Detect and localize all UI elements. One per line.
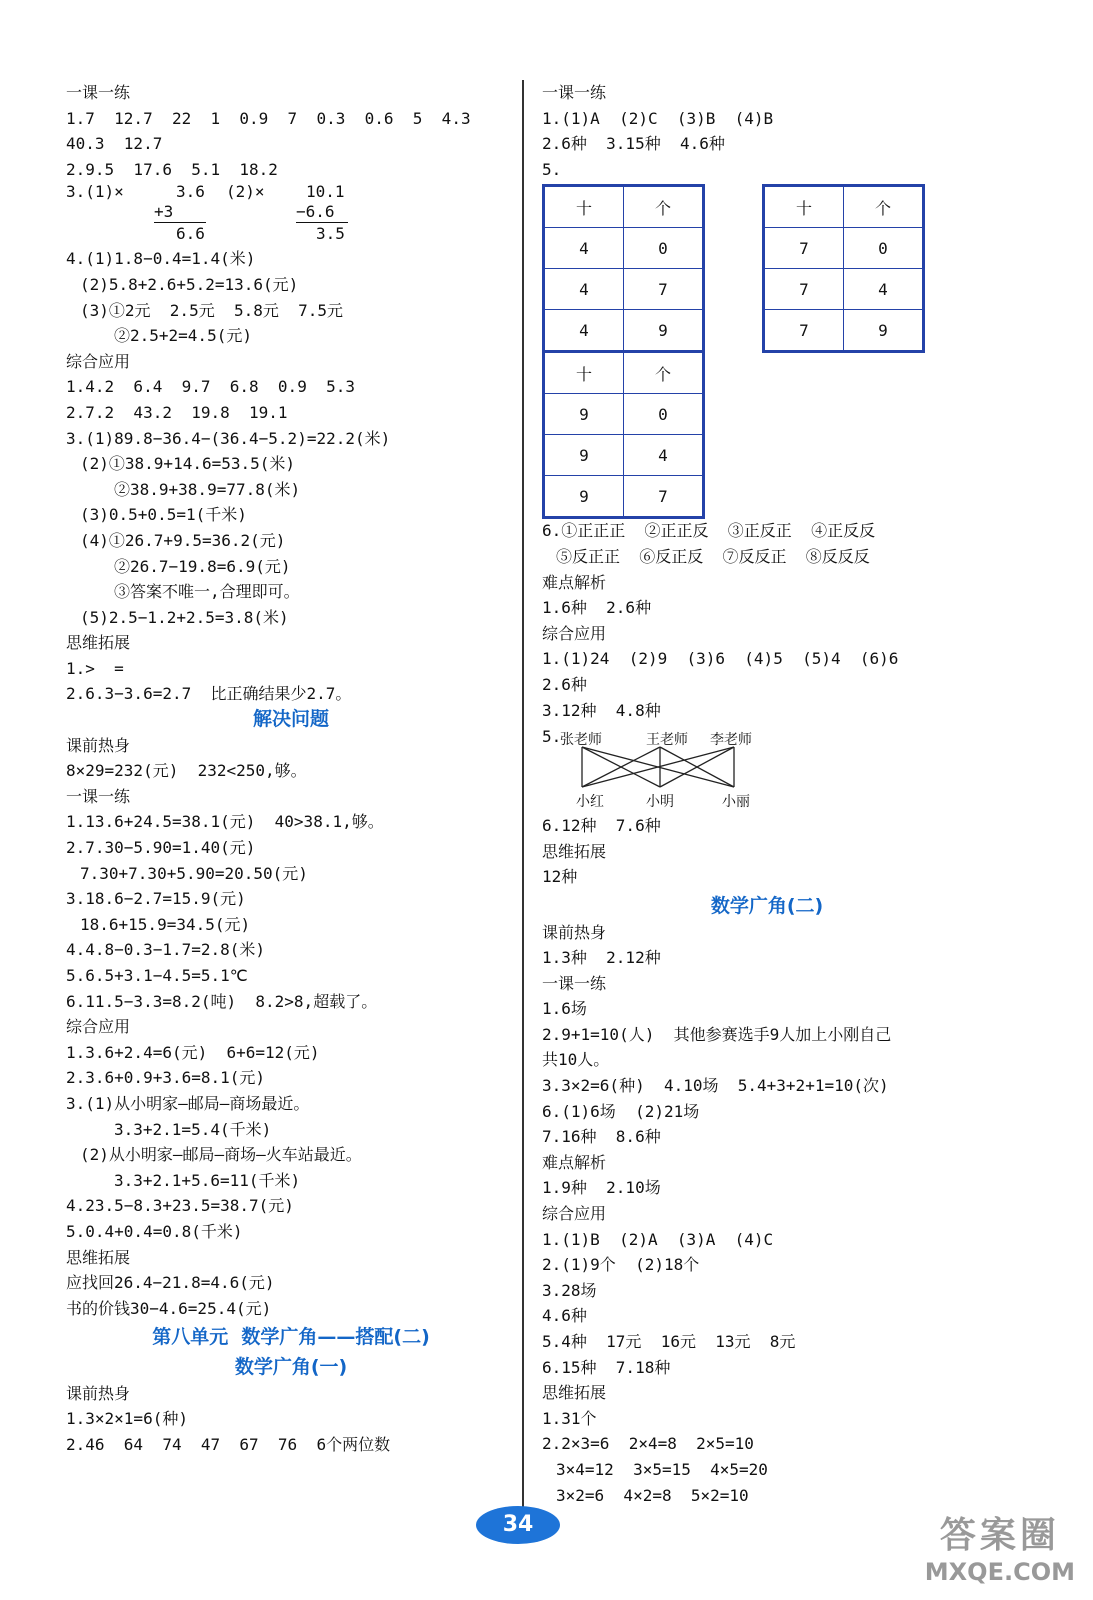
answer-line: (4)①26.7+9.5=36.2(元) (80, 530, 286, 550)
answer-line: 3.3+2.1+5.6=11(千米) (114, 1170, 301, 1190)
answer-line: 1.9种 2.10场 (542, 1178, 661, 1198)
header-tens: 十 (544, 186, 624, 228)
answer-line: 5.4种 17元 16元 13元 8元 (542, 1332, 796, 1351)
cell: 0 (624, 228, 704, 269)
answer-line: 2.46 64 74 47 67 76 6个两位数 (66, 1434, 391, 1454)
answer-line: 2.(1)9个 (2)18个 (542, 1255, 700, 1275)
section-heading: 数学广角(一) (234, 1355, 348, 1378)
answer-line: 1.(1)24 (2)9 (3)6 (4)5 (5)4 (6)6 (542, 649, 899, 669)
answer-line: ②26.7−19.8=6.9(元) (114, 556, 291, 576)
answer-line: 40.3 12.7 (66, 134, 163, 154)
student-label: 小红 (576, 794, 604, 811)
answer-line: 5. (542, 159, 562, 179)
watermark-url: MXQE.COM (924, 1558, 1075, 1586)
answer-line: 2.7.2 43.2 19.8 19.1 (66, 402, 288, 422)
answer-line: 2.6种 3.15种 4.6种 (542, 134, 725, 154)
calc-a-top: 3.6 (176, 182, 205, 202)
section-label: 难点解析 (542, 1152, 607, 1172)
answer-line: 6.12种 7.6种 (542, 816, 661, 836)
answer-line: 3.3+2.1=5.4(千米) (114, 1119, 272, 1139)
cell: 9 (544, 394, 624, 435)
calc-prefix: 3.(1)× (66, 182, 124, 202)
calc-b-result: 3.5 (316, 224, 345, 244)
section-heading: 数学广角(二) (710, 894, 824, 917)
answer-line: 3.18.6−2.7=15.9(元) (66, 889, 246, 909)
answer-line: 7.16种 8.6种 (542, 1127, 661, 1147)
answer-line: 8×29=232(元) 232<250,够。 (66, 761, 307, 781)
section-label: 思维拓展 (66, 1247, 131, 1267)
answer-line: 2.9.5 17.6 5.1 18.2 (66, 159, 278, 179)
cell: 4 (544, 310, 624, 352)
header-ones: 个 (624, 186, 704, 228)
answer-line: (2)5.8+2.6+5.2=13.6(元) (80, 274, 299, 294)
student-label: 小丽 (722, 794, 750, 811)
cell: 9 (544, 476, 624, 518)
answer-line: 6.15种 7.18种 (542, 1357, 671, 1377)
answer-line: 2.6种 (542, 674, 587, 694)
answer-line: 2.6.3−3.6=2.7 比正确结果少2.7。 (66, 684, 352, 704)
answer-line: 2.7.30−5.90=1.40(元) (66, 838, 256, 858)
answer-line: (5)2.5−1.2+2.5=3.8(米) (80, 607, 289, 627)
calc-a-result: 6.6 (176, 224, 205, 244)
vertical-calculation (66, 182, 516, 246)
answer-line: 1.3.6+2.4=6(元) 6+6=12(元) (66, 1042, 320, 1062)
answer-line: 1.6场 (542, 999, 587, 1019)
answer-line: 2.3.6+0.9+3.6=8.1(元) (66, 1068, 266, 1088)
cell: 7 (624, 269, 704, 310)
column-divider (522, 80, 524, 1510)
answer-line: (2)从小明家—邮局—商场—火车站最近。 (80, 1145, 362, 1165)
place-value-table (542, 184, 705, 353)
page-number-badge (476, 1506, 560, 1544)
calc-b-top: 10.1 (306, 182, 345, 202)
section-label: 综合应用 (542, 623, 607, 643)
answer-line: 1.7 12.7 22 1 0.9 7 0.3 0.6 5 4.3 (66, 108, 471, 128)
watermark-logo-text: 答案圈 (939, 1515, 1060, 1556)
answer-line: 3×2=6 4×2=8 5×2=10 (556, 1485, 749, 1505)
answer-line: ②38.9+38.9=77.8(米) (114, 479, 301, 499)
answer-line: 3.28场 (542, 1280, 597, 1300)
answer-line: (2)①38.9+14.6=53.5(米) (80, 454, 296, 474)
section-label: 一课一练 (542, 83, 607, 102)
answer-line: 1.(1)A (2)C (3)B (4)B (542, 108, 774, 128)
header-ones: 个 (624, 352, 704, 394)
answer-line: 4.6种 (542, 1306, 587, 1326)
answer-line: 1.(1)B (2)A (3)A (4)C (542, 1229, 774, 1249)
teacher-label: 王老师 (646, 732, 688, 749)
section-label: 一课一练 (542, 973, 607, 993)
answer-line: 6.11.5−3.3=8.2(吨) 8.2>8,超载了。 (66, 991, 378, 1011)
calc-b-rule (296, 222, 348, 223)
calc-a-rule (154, 222, 206, 223)
answer-line: 3.(1)从小明家—邮局—商场最近。 (66, 1093, 310, 1113)
section-label: 一课一练 (66, 83, 131, 102)
answer-line: (3)①2元 2.5元 5.8元 7.5元 (80, 300, 344, 320)
watermark (925, 1507, 1075, 1586)
section-label: 课前热身 (542, 922, 607, 942)
section-label: 思维拓展 (542, 841, 607, 861)
cell: 4 (544, 228, 624, 269)
answer-line: 1.3种 2.12种 (542, 948, 661, 968)
answer-line: 共10人。 (542, 1050, 610, 1070)
answer-line: 1.4.2 6.4 9.7 6.8 0.9 5.3 (66, 377, 355, 397)
answer-line: 3×4=12 3×5=15 4×5=20 (556, 1459, 768, 1479)
answer-line: 4.4.8−0.3−1.7=2.8(米) (66, 940, 266, 960)
answer-line: ⑤反正正 ⑥反正反 ⑦反反正 ⑧反反反 (556, 546, 870, 566)
cell: 9 (544, 435, 624, 476)
answer-line: 6.(1)6场 (2)21场 (542, 1101, 700, 1121)
answer-line: 1.3×2×1=6(种) (66, 1409, 188, 1429)
answer-line: 1.13.6+24.5=38.1(元) 40>38.1,够。 (66, 812, 384, 832)
section-label: 课前热身 (66, 735, 131, 755)
cell: 7 (764, 310, 844, 352)
calc-a-mid: +3 (154, 202, 174, 222)
cell: 7 (624, 476, 704, 518)
answer-line: 3.(1)89.8−36.4−(36.4−5.2)=22.2(米) (66, 428, 391, 448)
header-tens: 十 (544, 352, 624, 394)
teacher-label: 李老师 (710, 732, 752, 749)
section-label: 难点解析 (542, 572, 607, 592)
section-label: 综合应用 (66, 351, 131, 371)
place-value-table (762, 184, 925, 353)
cell: 4 (544, 269, 624, 310)
calc-b-mid: −6.6 (296, 202, 335, 222)
answer-line: 18.6+15.9=34.5(元) (80, 914, 251, 934)
answer-line: 书的价钱30−4.6=25.4(元) (66, 1298, 272, 1318)
section-label: 一课一练 (66, 786, 131, 806)
cell: 4 (624, 435, 704, 476)
answer-line: ②2.5+2=4.5(元) (114, 326, 252, 346)
calc-prefix: (2)× (226, 182, 265, 202)
section-label: 思维拓展 (542, 1383, 607, 1403)
answer-line: 5.0.4+0.4=0.8(千米) (66, 1221, 243, 1241)
answer-line: ③答案不唯一,合理即可。 (114, 582, 300, 602)
matching-prefix: 5. (542, 727, 562, 747)
answer-line: 2.2×3=6 2×4=8 2×5=10 (542, 1434, 754, 1454)
cell: 7 (764, 228, 844, 269)
answer-line: 2.9+1=10(人) 其他参赛选手9人加上小刚自己 (542, 1024, 892, 1044)
section-label: 综合应用 (66, 1017, 131, 1037)
right-column (542, 80, 992, 1508)
answer-line: 1.> = (66, 658, 124, 678)
answer-line: 5.6.5+3.1−4.5=5.1℃ (66, 966, 248, 985)
cell: 7 (764, 269, 844, 310)
answer-line: 应找回26.4−21.8=4.6(元) (66, 1273, 275, 1293)
matching-diagram (542, 723, 992, 813)
unit-heading: 第八单元 数学广角——搭配(二) (152, 1326, 430, 1349)
teacher-label: 张老师 (560, 732, 602, 749)
header-ones: 个 (844, 186, 924, 228)
section-heading: 解决问题 (252, 708, 329, 731)
student-label: 小明 (646, 794, 674, 811)
answer-line: 7.30+7.30+5.90=20.50(元) (80, 863, 308, 883)
answer-line: 3.3×2=6(种) 4.10场 5.4+3+2+1=10(次) (542, 1076, 889, 1096)
answer-line: 6.①正正正 ②正正反 ③正反正 ④正反反 (542, 521, 876, 541)
cell: 4 (844, 269, 924, 310)
header-tens: 十 (764, 186, 844, 228)
cell: 0 (624, 394, 704, 435)
answer-line: (3)0.5+0.5=1(千米) (80, 505, 247, 525)
answer-line: 4.(1)1.8−0.4=1.4(米) (66, 249, 256, 269)
section-label: 思维拓展 (66, 633, 131, 653)
section-label: 课前热身 (66, 1383, 131, 1403)
cell: 9 (624, 310, 704, 352)
page-number: 34 (502, 1512, 534, 1537)
answer-line: 3.12种 4.8种 (542, 700, 661, 720)
answer-line: 4.23.5−8.3+23.5=38.7(元) (66, 1196, 294, 1216)
answer-line: 12种 (542, 867, 578, 887)
left-column (66, 80, 516, 1457)
cell: 0 (844, 228, 924, 269)
cell: 9 (844, 310, 924, 352)
answer-line: 1.6种 2.6种 (542, 598, 652, 618)
place-value-tables (542, 182, 992, 518)
place-value-table (542, 350, 705, 519)
section-label: 综合应用 (542, 1204, 607, 1224)
answer-line: 1.31个 (542, 1408, 597, 1428)
